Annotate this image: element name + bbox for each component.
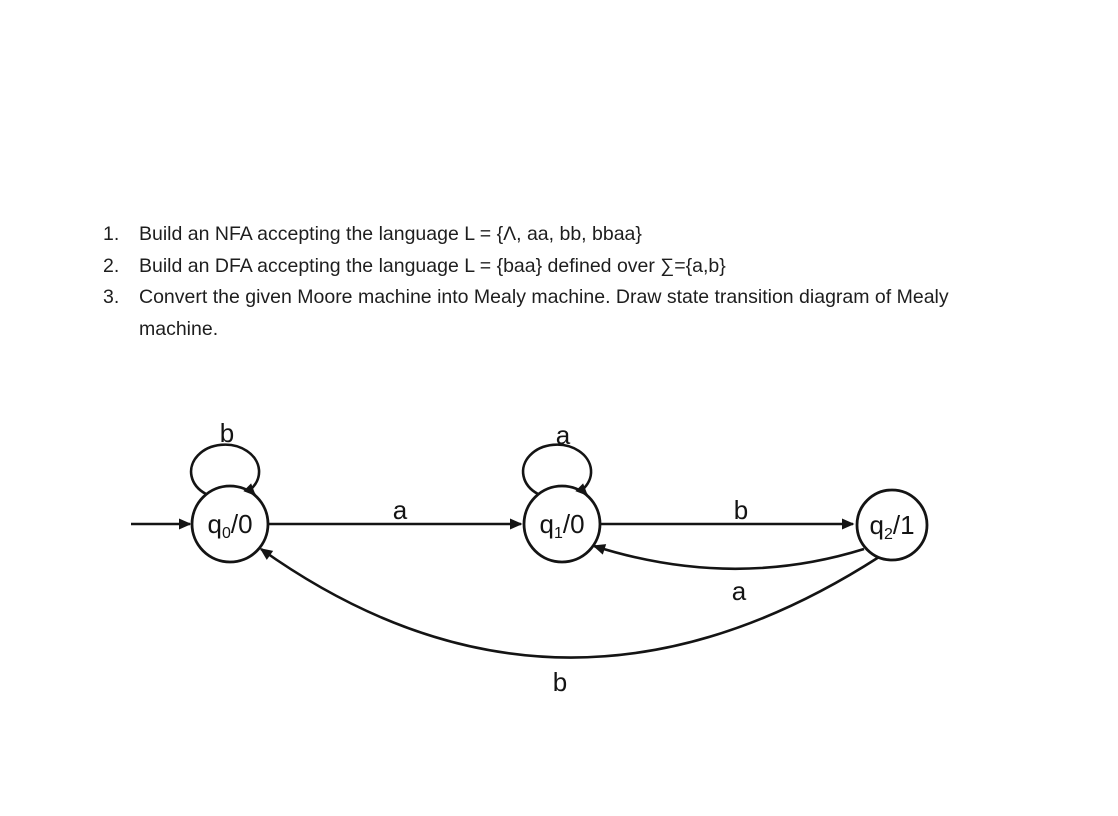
list-item-line: Build an NFA accepting the language L = {Λ, aa, bb, bbaa} — [139, 223, 642, 245]
state-q1-subscript: 1 — [553, 525, 563, 542]
transition-q2-q1-label: a — [731, 576, 747, 606]
state-q2-subscript: 2 — [883, 526, 893, 543]
state-q1-label — [539, 509, 584, 542]
transition-q0-q0-label: b — [219, 418, 235, 448]
list-item-number: 3. — [103, 286, 120, 309]
list-item-line: Build an DFA accepting the language L = {baa} defined over ∑={a,b} — [139, 254, 726, 277]
list-item-line: machine. — [139, 317, 219, 340]
transition-q0-q1-label: a — [392, 495, 408, 525]
state-q2-output: /1 — [892, 510, 915, 540]
list-item-number: 1. — [103, 223, 120, 245]
list-item-line: Convert the given Moore machine into Mealy machine. Draw state transition diagram of Mealy — [139, 286, 949, 309]
state-q1-name: q — [539, 509, 554, 539]
transition-q2-q0-label: b — [552, 667, 568, 697]
state-q2-label — [869, 510, 914, 543]
transition-q1-q1-label: a — [555, 420, 571, 450]
state-q0-label — [207, 509, 252, 542]
list-item-number: 2. — [103, 254, 120, 277]
transition-q1-q2-label: b — [733, 495, 749, 525]
state-q2-name: q — [869, 510, 884, 540]
state-q0-subscript: 0 — [221, 525, 231, 542]
transition-q2-q1-curve — [594, 546, 864, 569]
state-q0-name: q — [207, 509, 222, 539]
state-q0-output: /0 — [230, 509, 253, 539]
state-q1-output: /0 — [562, 509, 585, 539]
